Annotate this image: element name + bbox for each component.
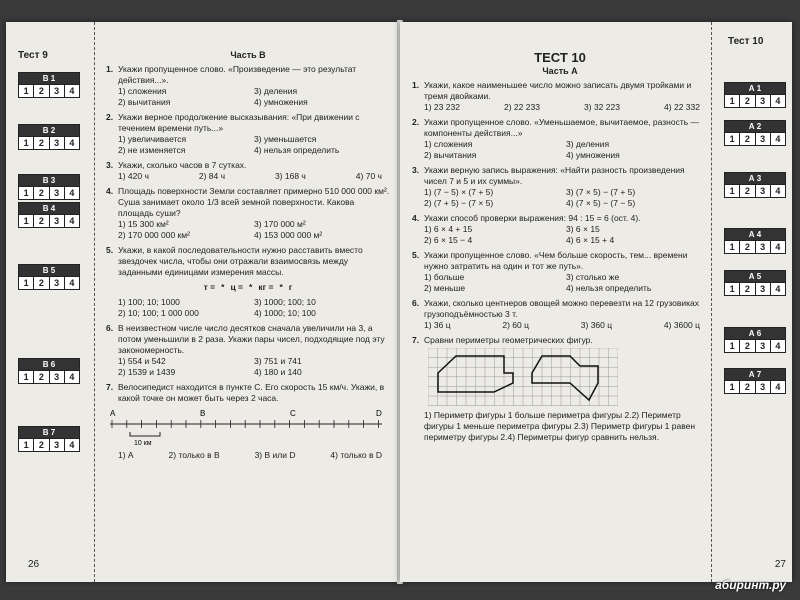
number-line-diagram — [106, 406, 386, 448]
answer-cell[interactable]: 3 — [49, 215, 64, 227]
answer-option[interactable]: 1) 15 300 км² — [118, 219, 169, 229]
answer-cell[interactable]: 4 — [64, 85, 79, 97]
answer-option[interactable]: 2) 6 × 15 − 4 — [424, 235, 473, 245]
unit-label: т = — [203, 282, 216, 292]
answer-option[interactable]: 3) деления — [254, 86, 298, 96]
answer-cells — [18, 371, 80, 384]
question — [106, 112, 390, 156]
answer-cell[interactable]: 4 — [770, 241, 785, 253]
answer-cell[interactable]: 3 — [49, 137, 64, 149]
answer-option[interactable]: 3) столько же — [566, 272, 620, 282]
answer-cell[interactable]: 1 — [23, 372, 29, 382]
answer-cell[interactable]: 3 — [49, 277, 64, 289]
answer-option[interactable]: 3) уменьшается — [254, 134, 317, 144]
answer-cell[interactable]: 1 — [23, 440, 29, 450]
unit-label: ц = — [230, 282, 244, 292]
question — [412, 298, 708, 331]
answer-option[interactable]: 1) 100; 10; 1000 — [118, 297, 180, 307]
number-line-point-label: B — [200, 409, 206, 418]
answer-option[interactable]: 4) 6 × 15 + 4 — [566, 235, 615, 245]
answer-option[interactable]: 2) не изменяется — [118, 145, 186, 155]
question-number: 2. — [106, 112, 114, 122]
answer-cell[interactable]: 1 — [729, 382, 735, 392]
answer-options — [412, 139, 708, 161]
answer-cell[interactable]: 4 — [64, 277, 79, 289]
answer-options — [106, 450, 390, 461]
question-text-row — [412, 250, 708, 272]
answer-box-label: А 7 — [724, 368, 786, 381]
answer-option[interactable]: 4) умножения — [254, 97, 308, 107]
answer-option[interactable]: 4) умножения — [566, 150, 620, 160]
question-text: Укажи пропущенное слово. «Произведение — это результат действия...». — [118, 64, 357, 85]
answer-cell[interactable]: 4 — [770, 185, 785, 197]
left-page — [6, 22, 400, 582]
answer-cells — [724, 381, 786, 394]
answer-cell[interactable]: 2 — [739, 95, 754, 107]
answer-cell[interactable]: 3 — [49, 439, 64, 451]
answer-cell[interactable]: 1 — [23, 138, 29, 148]
question-text-row — [412, 80, 708, 102]
answer-cell[interactable]: 3 — [755, 133, 770, 145]
number-line-point-label: C — [290, 409, 296, 418]
answer-option[interactable]: 1) 420 ч — [118, 171, 149, 181]
right-page — [400, 22, 792, 582]
question-text: Укажи, сколько центнеров овощей можно перевезти на 12 грузовиках грузоподъёмностью 3 т. — [424, 298, 700, 319]
number-line-point-label: D — [376, 409, 382, 418]
answer-cell[interactable]: 2 — [739, 283, 754, 295]
answer-option[interactable]: 1) 36 ц — [424, 320, 451, 330]
question — [106, 245, 390, 319]
answer-options — [412, 272, 708, 294]
answer-cell[interactable]: 2 — [33, 215, 48, 227]
answer-option[interactable]: 4) 3600 ц — [663, 320, 700, 330]
answer-option[interactable]: 2) 22 233 — [504, 102, 540, 112]
answer-cell[interactable]: 3 — [755, 185, 770, 197]
answer-option[interactable]: 1) сложения — [118, 86, 167, 96]
answer-option[interactable]: 4) 180 и 140 — [254, 367, 302, 377]
answer-option[interactable]: 2) только в В — [168, 450, 220, 460]
answer-cell[interactable]: 2 — [739, 241, 754, 253]
answer-option[interactable]: 2) (7 + 5) − (7 × 5) — [424, 198, 494, 208]
answer-cell[interactable]: 4 — [64, 137, 79, 149]
answer-option[interactable]: 1) 6 × 4 + 15 — [424, 224, 473, 234]
answer-box-label: А 3 — [724, 172, 786, 185]
answer-box-label: В 4 — [18, 202, 80, 215]
answer-option[interactable]: 2) 10; 100; 1 000 000 — [118, 308, 199, 318]
question-number: 7. — [412, 335, 420, 345]
question-number: 1. — [106, 64, 114, 74]
answer-cells — [18, 137, 80, 150]
left-part-title: Часть В — [230, 50, 266, 60]
answer-cells — [18, 439, 80, 452]
answer-option[interactable]: 1) Периметр фигуры 1 больше периметра фигуры 2. — [424, 410, 632, 420]
answer-option[interactable]: 4) нельзя определить — [566, 283, 652, 293]
answer-options — [106, 219, 390, 241]
question-text: Укажи верное продолжение высказывания: «При движении с течением времени путь...» — [118, 112, 360, 133]
answer-box-label: А 6 — [724, 327, 786, 340]
answer-option[interactable]: 3) 168 ч — [274, 171, 306, 181]
answer-option[interactable]: 2) 84 ч — [198, 171, 226, 181]
question — [106, 160, 390, 182]
answer-option[interactable]: 2) вычитания — [424, 150, 477, 160]
question-number: 3. — [106, 160, 114, 170]
question — [106, 323, 390, 378]
answer-cell[interactable]: 1 — [23, 216, 29, 226]
answer-box — [724, 368, 786, 394]
answer-cell[interactable]: 4 — [770, 95, 785, 107]
answer-option[interactable]: 3) (7 × 5) − (7 + 5) — [566, 187, 636, 197]
answer-cell[interactable]: 1 — [729, 96, 735, 106]
left-answer-sidebar — [6, 22, 95, 582]
answer-options — [412, 410, 708, 443]
question-text-row — [412, 165, 708, 187]
answer-option[interactable]: 3) 751 и 741 — [254, 356, 302, 366]
question-number: 1. — [412, 80, 420, 90]
answer-cell[interactable]: 1 — [23, 188, 29, 198]
answer-cell[interactable]: 2 — [739, 185, 754, 197]
answer-option[interactable]: 4) Периметры фигур сравнить нельзя. — [507, 432, 659, 442]
question-text: Сравни периметры геометрических фигур. — [424, 335, 593, 345]
answer-box-label: А 5 — [724, 270, 786, 283]
answer-options — [412, 102, 708, 113]
perimeter-figures-grid — [428, 348, 618, 406]
question-number: 6. — [106, 323, 114, 333]
answer-option[interactable]: 4) 153 000 000 м² — [254, 230, 323, 240]
question — [412, 80, 708, 113]
question-text-row — [106, 323, 390, 356]
answer-option[interactable]: 2) меньше — [424, 283, 466, 293]
answer-option[interactable]: 4) только в D — [330, 450, 382, 460]
right-content — [412, 52, 708, 447]
answer-cell[interactable]: 4 — [64, 187, 79, 199]
answer-option[interactable]: 2) 1539 и 1439 — [118, 367, 176, 377]
question-number: 5. — [106, 245, 114, 255]
answer-box — [18, 124, 80, 150]
answer-cell[interactable]: 3 — [49, 187, 64, 199]
answer-cell[interactable]: 2 — [33, 85, 48, 97]
question-text: Площадь поверхности Земли составляет примерно 510 000 000 км². Суша занимает около 1/3 всей земной поверхности. Какова площадь суши? — [118, 186, 390, 218]
answer-cell[interactable]: 2 — [33, 137, 48, 149]
question-text: Укажи, сколько часов в 7 сутках. — [118, 160, 247, 170]
question — [106, 186, 390, 241]
answer-cell[interactable]: 3 — [755, 283, 770, 295]
answer-cell[interactable]: 1 — [729, 242, 735, 252]
question-text-row — [106, 186, 390, 219]
watermark: абиринт.ру — [715, 578, 786, 592]
answer-option[interactable]: 1) больше — [424, 272, 465, 282]
answer-options — [106, 86, 390, 108]
question-number: 6. — [412, 298, 420, 308]
question — [106, 382, 390, 461]
answer-option[interactable]: 2) вычитания — [118, 97, 171, 107]
answer-cell[interactable]: 1 — [729, 341, 735, 351]
question-number: 7. — [106, 382, 114, 392]
answer-cells — [724, 241, 786, 254]
answer-cells — [18, 215, 80, 228]
question-text: Укажи, в какой последовательности нужно расставить вместо звездочек числа, чтобы они отражали взаимосвязь между заданными единицами измерения массы. — [118, 245, 363, 277]
answer-option[interactable]: 1) сложения — [424, 139, 473, 149]
answer-cell[interactable]: 1 — [23, 278, 29, 288]
question-text-row — [412, 213, 708, 224]
answer-cell[interactable]: 4 — [770, 340, 785, 352]
answer-cell[interactable]: 3 — [49, 85, 64, 97]
answer-cell[interactable]: 2 — [739, 340, 754, 352]
answer-option[interactable]: 3) 170 000 м² — [254, 219, 306, 229]
answer-option[interactable]: 1) (7 − 5) × (7 + 5) — [424, 187, 494, 197]
answer-box — [724, 228, 786, 254]
right-part-title: Часть А — [542, 66, 578, 76]
answer-box — [18, 426, 80, 452]
left-test-label: Тест 9 — [18, 50, 48, 61]
answer-cell[interactable]: 3 — [755, 241, 770, 253]
question-text-row — [106, 245, 390, 278]
answer-options — [106, 134, 390, 156]
answer-cell[interactable]: 1 — [729, 134, 735, 144]
answer-cells — [724, 340, 786, 353]
answer-options — [412, 320, 708, 331]
question-text: Укажи пропущенное слово. «Чем больше скорость, тем... времени нужно затратить на один и тот же путь». — [424, 250, 688, 271]
answer-cell[interactable]: 3 — [755, 340, 770, 352]
answer-cell[interactable]: 4 — [770, 133, 785, 145]
answer-box-label: А 2 — [724, 120, 786, 133]
answer-cells — [724, 95, 786, 108]
answer-box-label: В 5 — [18, 264, 80, 277]
answer-cell[interactable]: 2 — [739, 133, 754, 145]
answer-cell[interactable]: 3 — [755, 95, 770, 107]
right-answer-sidebar — [711, 22, 792, 582]
answer-option[interactable]: 1) 554 и 542 — [118, 356, 166, 366]
question-number: 5. — [412, 250, 420, 260]
mass-units-line — [106, 282, 390, 293]
question — [412, 213, 708, 246]
answer-option[interactable]: 4) 22 332 — [664, 102, 700, 112]
answer-option[interactable]: 3) 6 × 15 — [566, 224, 600, 234]
answer-box — [724, 82, 786, 108]
left-content — [106, 50, 390, 465]
answer-option[interactable]: 4) 1000; 10; 100 — [254, 308, 316, 318]
blank-field: * — [279, 282, 283, 292]
question-text-row — [412, 335, 708, 346]
answer-option[interactable]: 4) (7 × 5) − (7 − 5) — [566, 198, 636, 208]
answer-cell[interactable]: 4 — [770, 381, 785, 393]
answer-box — [724, 172, 786, 198]
unit-label: г — [288, 282, 293, 292]
answer-box — [724, 270, 786, 296]
answer-option[interactable]: 4) 70 ч — [355, 171, 382, 181]
answer-options — [106, 356, 390, 378]
answer-box — [18, 72, 80, 98]
right-page-number: 27 — [774, 559, 786, 570]
answer-cell[interactable]: 4 — [64, 439, 79, 451]
answer-cell[interactable]: 2 — [33, 187, 48, 199]
question-text-row — [106, 160, 390, 171]
answer-cell[interactable]: 2 — [33, 371, 48, 383]
answer-option[interactable]: 1) А — [118, 450, 134, 460]
right-test-title: ТЕСТ 10 — [534, 50, 586, 65]
answer-option[interactable]: 3) 360 ц — [580, 320, 613, 330]
answer-cells — [724, 283, 786, 296]
answer-option[interactable]: 2) 60 ц — [502, 320, 529, 330]
question-text: Укажи, какое наименьшее число можно записать двумя тройками и тремя двойками. — [424, 80, 692, 101]
answer-cell[interactable]: 3 — [755, 381, 770, 393]
answer-box-label: В 2 — [18, 124, 80, 137]
answer-cell[interactable]: 4 — [64, 215, 79, 227]
question — [412, 335, 708, 443]
question-number: 4. — [412, 213, 420, 223]
question-text: Укажи способ проверки выражения: 94 : 15 = 6 (ост. 4). — [424, 213, 641, 223]
question — [106, 64, 390, 108]
question-text-row — [412, 117, 708, 139]
answer-options — [106, 171, 390, 182]
question-text-row — [106, 112, 390, 134]
answer-box-label: В 7 — [18, 426, 80, 439]
number-line-point-label: A — [110, 409, 116, 418]
question-text: В неизвестном числе число десятков сначала увеличили на 3, а потом уменьшили в 2 раза. Укажи пары чисел, подходящие под эту закономерность. — [118, 323, 385, 355]
left-page-number: 26 — [28, 559, 40, 570]
answer-cell[interactable]: 1 — [729, 284, 735, 294]
answer-option[interactable]: 3) 1000; 100; 10 — [254, 297, 316, 307]
answer-cells — [18, 85, 80, 98]
answer-cells — [18, 277, 80, 290]
answer-option[interactable]: 4) нельзя определить — [254, 145, 340, 155]
answer-box — [724, 120, 786, 146]
answer-option[interactable]: 3) 32 223 — [584, 102, 620, 112]
answer-box-label: В 3 — [18, 174, 80, 187]
question-number: 2. — [412, 117, 420, 127]
blank-field: * — [249, 282, 253, 292]
question-text: Укажи пропущенное слово. «Уменьшаемое, вычитаемое, разность — компоненты действия...» — [424, 117, 700, 138]
answer-cell[interactable]: 1 — [23, 86, 29, 96]
answer-options — [412, 187, 708, 209]
answer-cell[interactable]: 2 — [33, 277, 48, 289]
question-text: Велосипедист находится в пункте С. Его скорость 15 км/ч. Укажи, в какой точке он может быть через 2 часа. — [118, 382, 385, 403]
answer-cell[interactable]: 2 — [33, 439, 48, 451]
answer-cell[interactable]: 4 — [770, 283, 785, 295]
answer-box — [18, 264, 80, 290]
answer-box-label: А 4 — [724, 228, 786, 241]
answer-box-label: В 6 — [18, 358, 80, 371]
unit-label: кг = — [258, 282, 274, 292]
answer-option[interactable]: 1) 23 232 — [424, 102, 460, 112]
answer-cell[interactable]: 1 — [729, 186, 735, 196]
question-text-row — [106, 382, 390, 404]
answer-option[interactable]: 1) увеличивается — [118, 134, 187, 144]
question-text-row — [412, 298, 708, 320]
question — [412, 250, 708, 294]
answer-option[interactable]: 3) деления — [566, 139, 610, 149]
answer-cells — [724, 185, 786, 198]
answer-cells — [724, 133, 786, 146]
question — [412, 117, 708, 161]
answer-option[interactable]: 3) Периметр фигуры 1 равен периметру фигуры 2. — [424, 421, 696, 442]
answer-box — [18, 202, 80, 228]
question-number: 3. — [412, 165, 420, 175]
answer-cell[interactable]: 3 — [49, 371, 64, 383]
answer-option[interactable]: 3) В или D — [254, 450, 296, 460]
answer-cells — [18, 187, 80, 200]
answer-box-label: А 1 — [724, 82, 786, 95]
blank-field: * — [221, 282, 225, 292]
answer-box — [724, 327, 786, 353]
question-text-row — [106, 64, 390, 86]
scale-label: 10 км — [134, 440, 152, 447]
question-number: 4. — [106, 186, 114, 196]
answer-box — [18, 358, 80, 384]
answer-option[interactable]: 2) Периметр фигуры 1 меньше периметра фигуры 2. — [424, 410, 681, 431]
answer-cell[interactable]: 4 — [64, 371, 79, 383]
answer-cell[interactable]: 2 — [739, 381, 754, 393]
question — [412, 165, 708, 209]
answer-options — [412, 224, 708, 246]
answer-box — [18, 174, 80, 200]
right-test-label: Тест 10 — [728, 36, 764, 47]
answer-option[interactable]: 2) 170 000 000 км² — [118, 230, 190, 240]
answer-box-label: В 1 — [18, 72, 80, 85]
question-text: Укажи верную запись выражения: «Найти разность произведения чисел 7 и 5 и их суммы». — [424, 165, 685, 186]
answer-options — [106, 297, 390, 319]
